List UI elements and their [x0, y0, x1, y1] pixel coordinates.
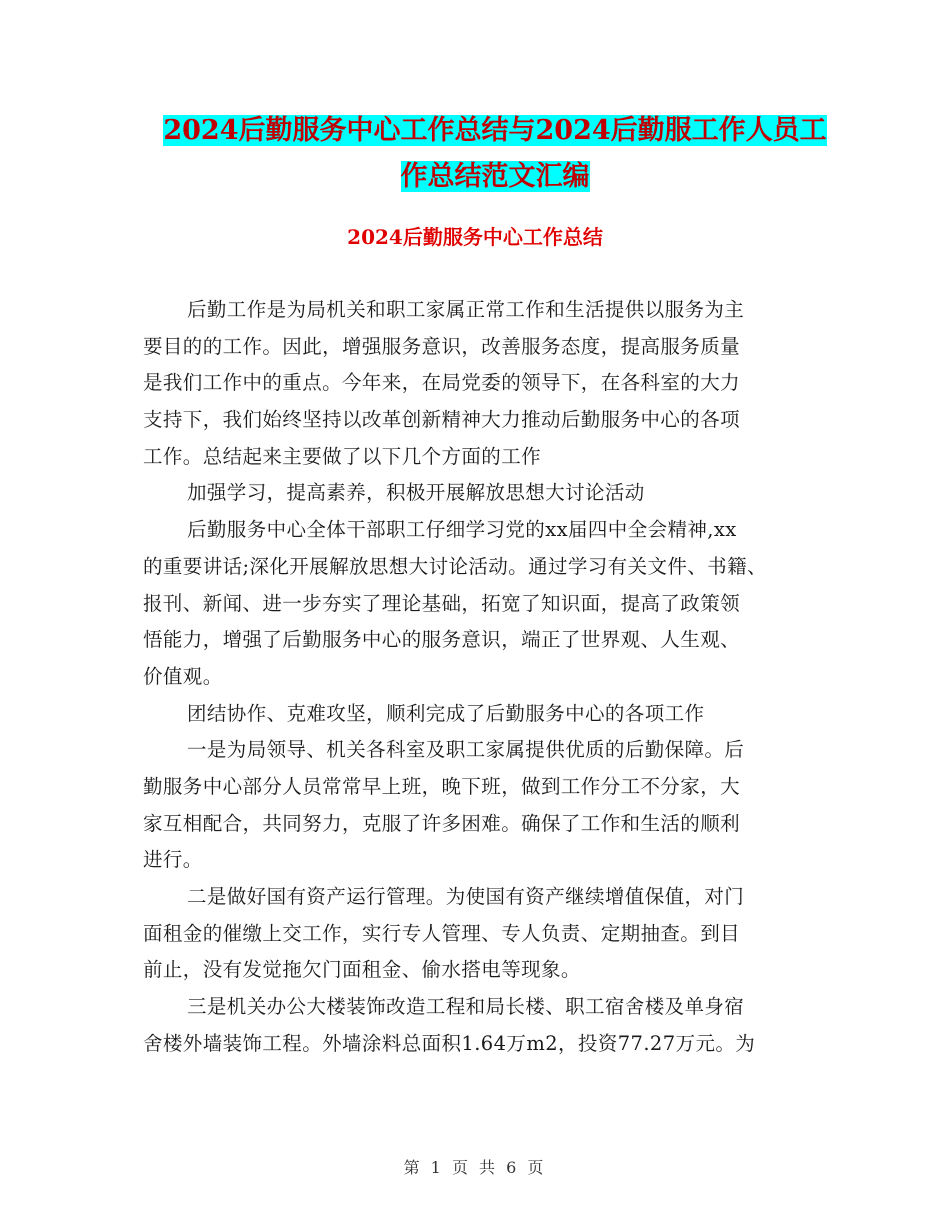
text-line: 面租金的催缴上交工作，实行专人管理、专人负责、定期抽查。到目 [143, 921, 741, 945]
text-line: 前止，没有发觉拖欠门面租金、偷水搭电等现象。 [143, 958, 581, 982]
text-line: 家互相配合，共同努力，克服了许多困难。确保了工作和生活的顺利 [143, 811, 741, 835]
text-line: 一是为局领导、机关各科室及职工家属提供优质的后勤保障。后 [187, 738, 745, 762]
text-line: 支持下，我们始终坚持以改革创新精神大力推动后勤服务中心的各项 [143, 408, 741, 432]
text-line: 后勤服务中心全体干部职工仔细学习党的xx届四中全会精神,xx [187, 518, 737, 542]
text-line: 舍楼外墙装饰工程。外墙涂料总面积1.64万m2，投资77.27万元。为 [143, 1031, 756, 1055]
text-line: 进行。 [143, 848, 203, 872]
text-line: 的重要讲话;深化开展解放思想大讨论活动。通过学习有关文件、书籍、 [143, 554, 767, 578]
text-line: 要目的的工作。因此，增强服务意识，改善服务态度，提高服务质量 [143, 334, 741, 358]
page-footer: 第 1 页 共 6 页 [403, 1158, 547, 1177]
text-line: 加强学习，提高素养，积极开展解放思想大讨论活动 [187, 481, 645, 505]
section-title: 2024后勤服务中心工作总结 [347, 225, 603, 249]
text-line: 三是机关办公大楼装饰改造工程和局长楼、职工宿舍楼及单身宿 [187, 995, 745, 1019]
text-line: 价值观。 [143, 664, 223, 688]
document-title-line-1: 2024后勤服务中心工作总结与2024后勤服工作人员工 [163, 115, 827, 146]
text-line: 勤服务中心部分人员常常早上班，晚下班，做到工作分工不分家，大 [143, 774, 741, 798]
text-line: 工作。总结起来主要做了以下几个方面的工作 [143, 444, 542, 468]
text-line: 报刊、新闻、进一步夯实了理论基础，拓宽了知识面，提高了政策领 [143, 591, 741, 615]
text-line: 二是做好国有资产运行管理。为使国有资产继续增值保值，对门 [187, 885, 745, 908]
document-title [120, 108, 870, 200]
body-text [143, 292, 811, 1062]
text-line: 后勤工作是为局机关和职工家属正常工作和生活提供以服务为主 [187, 298, 745, 321]
text-line: 团结协作、克难攻坚，顺利完成了后勤服务中心的各项工作 [187, 701, 705, 725]
text-line: 悟能力，增强了后勤服务中心的服务意识，端正了世界观、人生观、 [143, 628, 741, 652]
document-title-line-2: 作总结范文汇编 [400, 161, 590, 192]
text-line: 是我们工作中的重点。今年来，在局党委的领导下，在各科室的大力 [143, 371, 741, 395]
